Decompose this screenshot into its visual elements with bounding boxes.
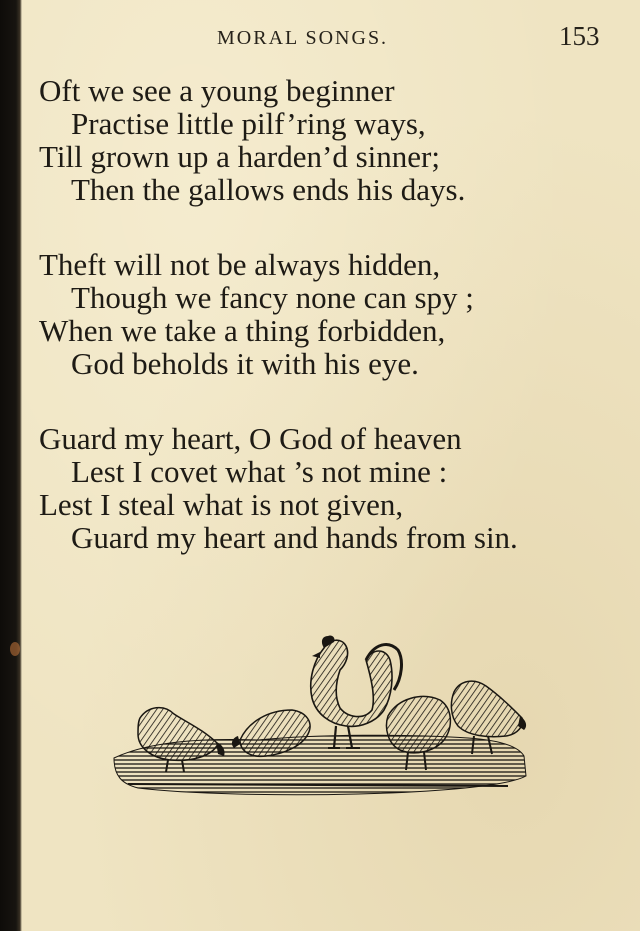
poem-line: Oft we see a young beginner <box>39 73 395 108</box>
poem-line: Lest I steal what is not given, <box>39 487 404 522</box>
poem-line: Guard my heart and hands from sin. <box>71 520 518 555</box>
page-stain <box>10 642 20 656</box>
poem-line: Till grown up a harden’d sinner; <box>39 139 440 174</box>
poem <box>39 74 629 596</box>
poem-line: Though we fancy none can spy ; <box>71 280 474 315</box>
book-page <box>22 0 640 931</box>
stanza-2 <box>39 248 629 380</box>
poem-line: Theft will not be always hidden, <box>39 247 441 282</box>
book-spine-shadow <box>0 0 22 931</box>
stanza-3 <box>39 422 629 554</box>
poem-line: Then the gallows ends his days. <box>71 172 466 207</box>
running-head: MORAL SONGS. <box>217 27 389 49</box>
poem-line: Practise little pilf’ring ways, <box>71 106 426 141</box>
woodcut-chickens-illustration <box>108 630 528 805</box>
page-number: 153 <box>559 21 600 51</box>
stanza-1 <box>39 74 629 206</box>
poem-line: Guard my heart, O God of heaven <box>39 421 462 456</box>
poem-line: Lest I covet what ’s not mine : <box>71 454 448 489</box>
poem-line: When we take a thing forbidden, <box>39 313 446 348</box>
poem-line: God beholds it with his eye. <box>71 346 419 381</box>
